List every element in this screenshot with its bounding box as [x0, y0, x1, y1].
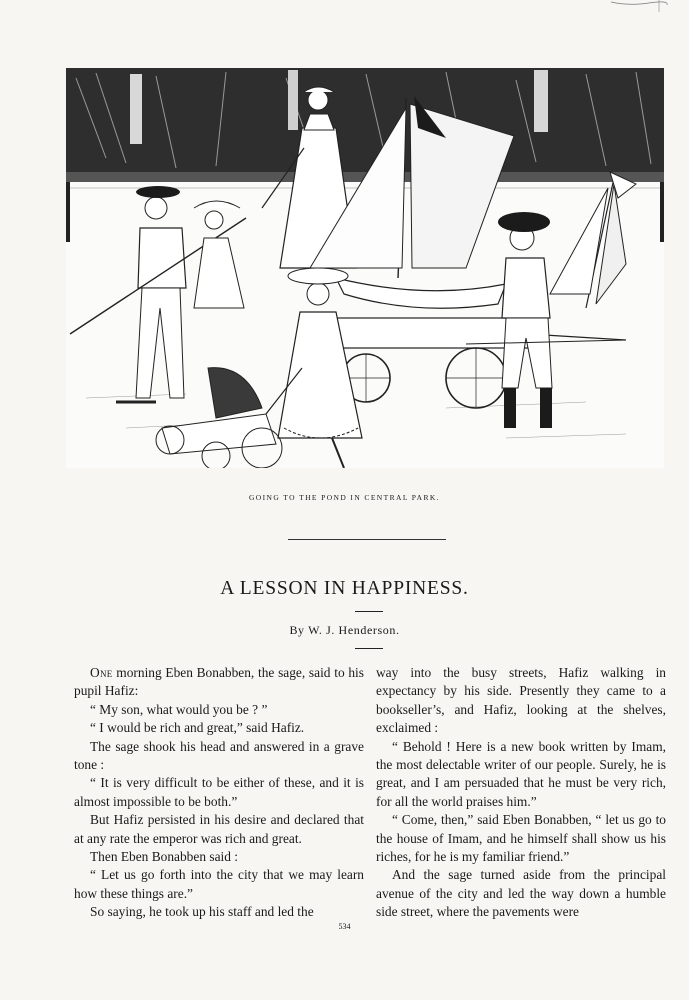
byline-rule: [355, 648, 383, 649]
paragraph: And the sage turned aside from the principal avenue of the city and led the way down a humble side street, where the pavements were: [376, 867, 666, 920]
paragraph: But Hafiz persisted in his desire and declared that at any rate the emperor was rich and great.: [74, 812, 364, 846]
paragraph: “ Come, then,” said Eben Bonabben, “ let us go to the house of Imam, and he himself shall show us his riches, for he is my familiar friend.”: [376, 812, 666, 865]
paragraph: “ I would be rich and great,” said Hafiz.: [90, 720, 305, 736]
illustration-engraving: [66, 68, 664, 468]
paragraph: “ Let us go forth into the city that we may learn how these things are.”: [74, 867, 364, 901]
paragraph: So saying, he took up his staff and led the: [90, 904, 314, 920]
illustration-caption: GOING TO THE POND IN CENTRAL PARK.: [248, 493, 440, 502]
article-title: A LESSON IN HAPPINESS.: [220, 578, 469, 599]
paragraph-text: morning Eben Bonabben, the sage, said to his pupil Hafiz:: [74, 665, 364, 699]
byline: [0, 623, 689, 638]
opening-word: One: [90, 665, 113, 680]
text-column-right: [376, 661, 666, 922]
corner-scratch-mark: [609, 0, 669, 14]
paragraph: “ My son, what would you be ? ”: [90, 701, 268, 717]
title-rule: [355, 611, 383, 612]
paragraph: “ Behold ! Here is a new book written by Imam, the most delectable writer of our people. Surely, he is great, and I am persuaded that he must be very rich, for all the world praises him.”: [376, 738, 666, 809]
text-column-left: [74, 661, 364, 922]
byline-prefix: By: [289, 623, 305, 637]
paragraph: [74, 664, 364, 701]
paragraph: “ It is very difficult to be either of these, and it is almost impossible to be both.”: [74, 775, 364, 809]
section-divider: [288, 539, 446, 540]
page-number: 534: [338, 922, 351, 931]
paragraph: Then Eben Bonabben said :: [90, 849, 239, 865]
paragraph: The sage shook his head and answered in a grave tone :: [74, 738, 364, 773]
paragraph: way into the busy streets, Hafiz walking in expectancy by his side. Presently they came to a bookseller’s, and Hafiz, looking at the shelves, exclaimed :: [376, 665, 666, 736]
engraving-children-toy-boats-icon: [66, 68, 664, 468]
byline-author: W. J. Henderson.: [308, 623, 400, 637]
